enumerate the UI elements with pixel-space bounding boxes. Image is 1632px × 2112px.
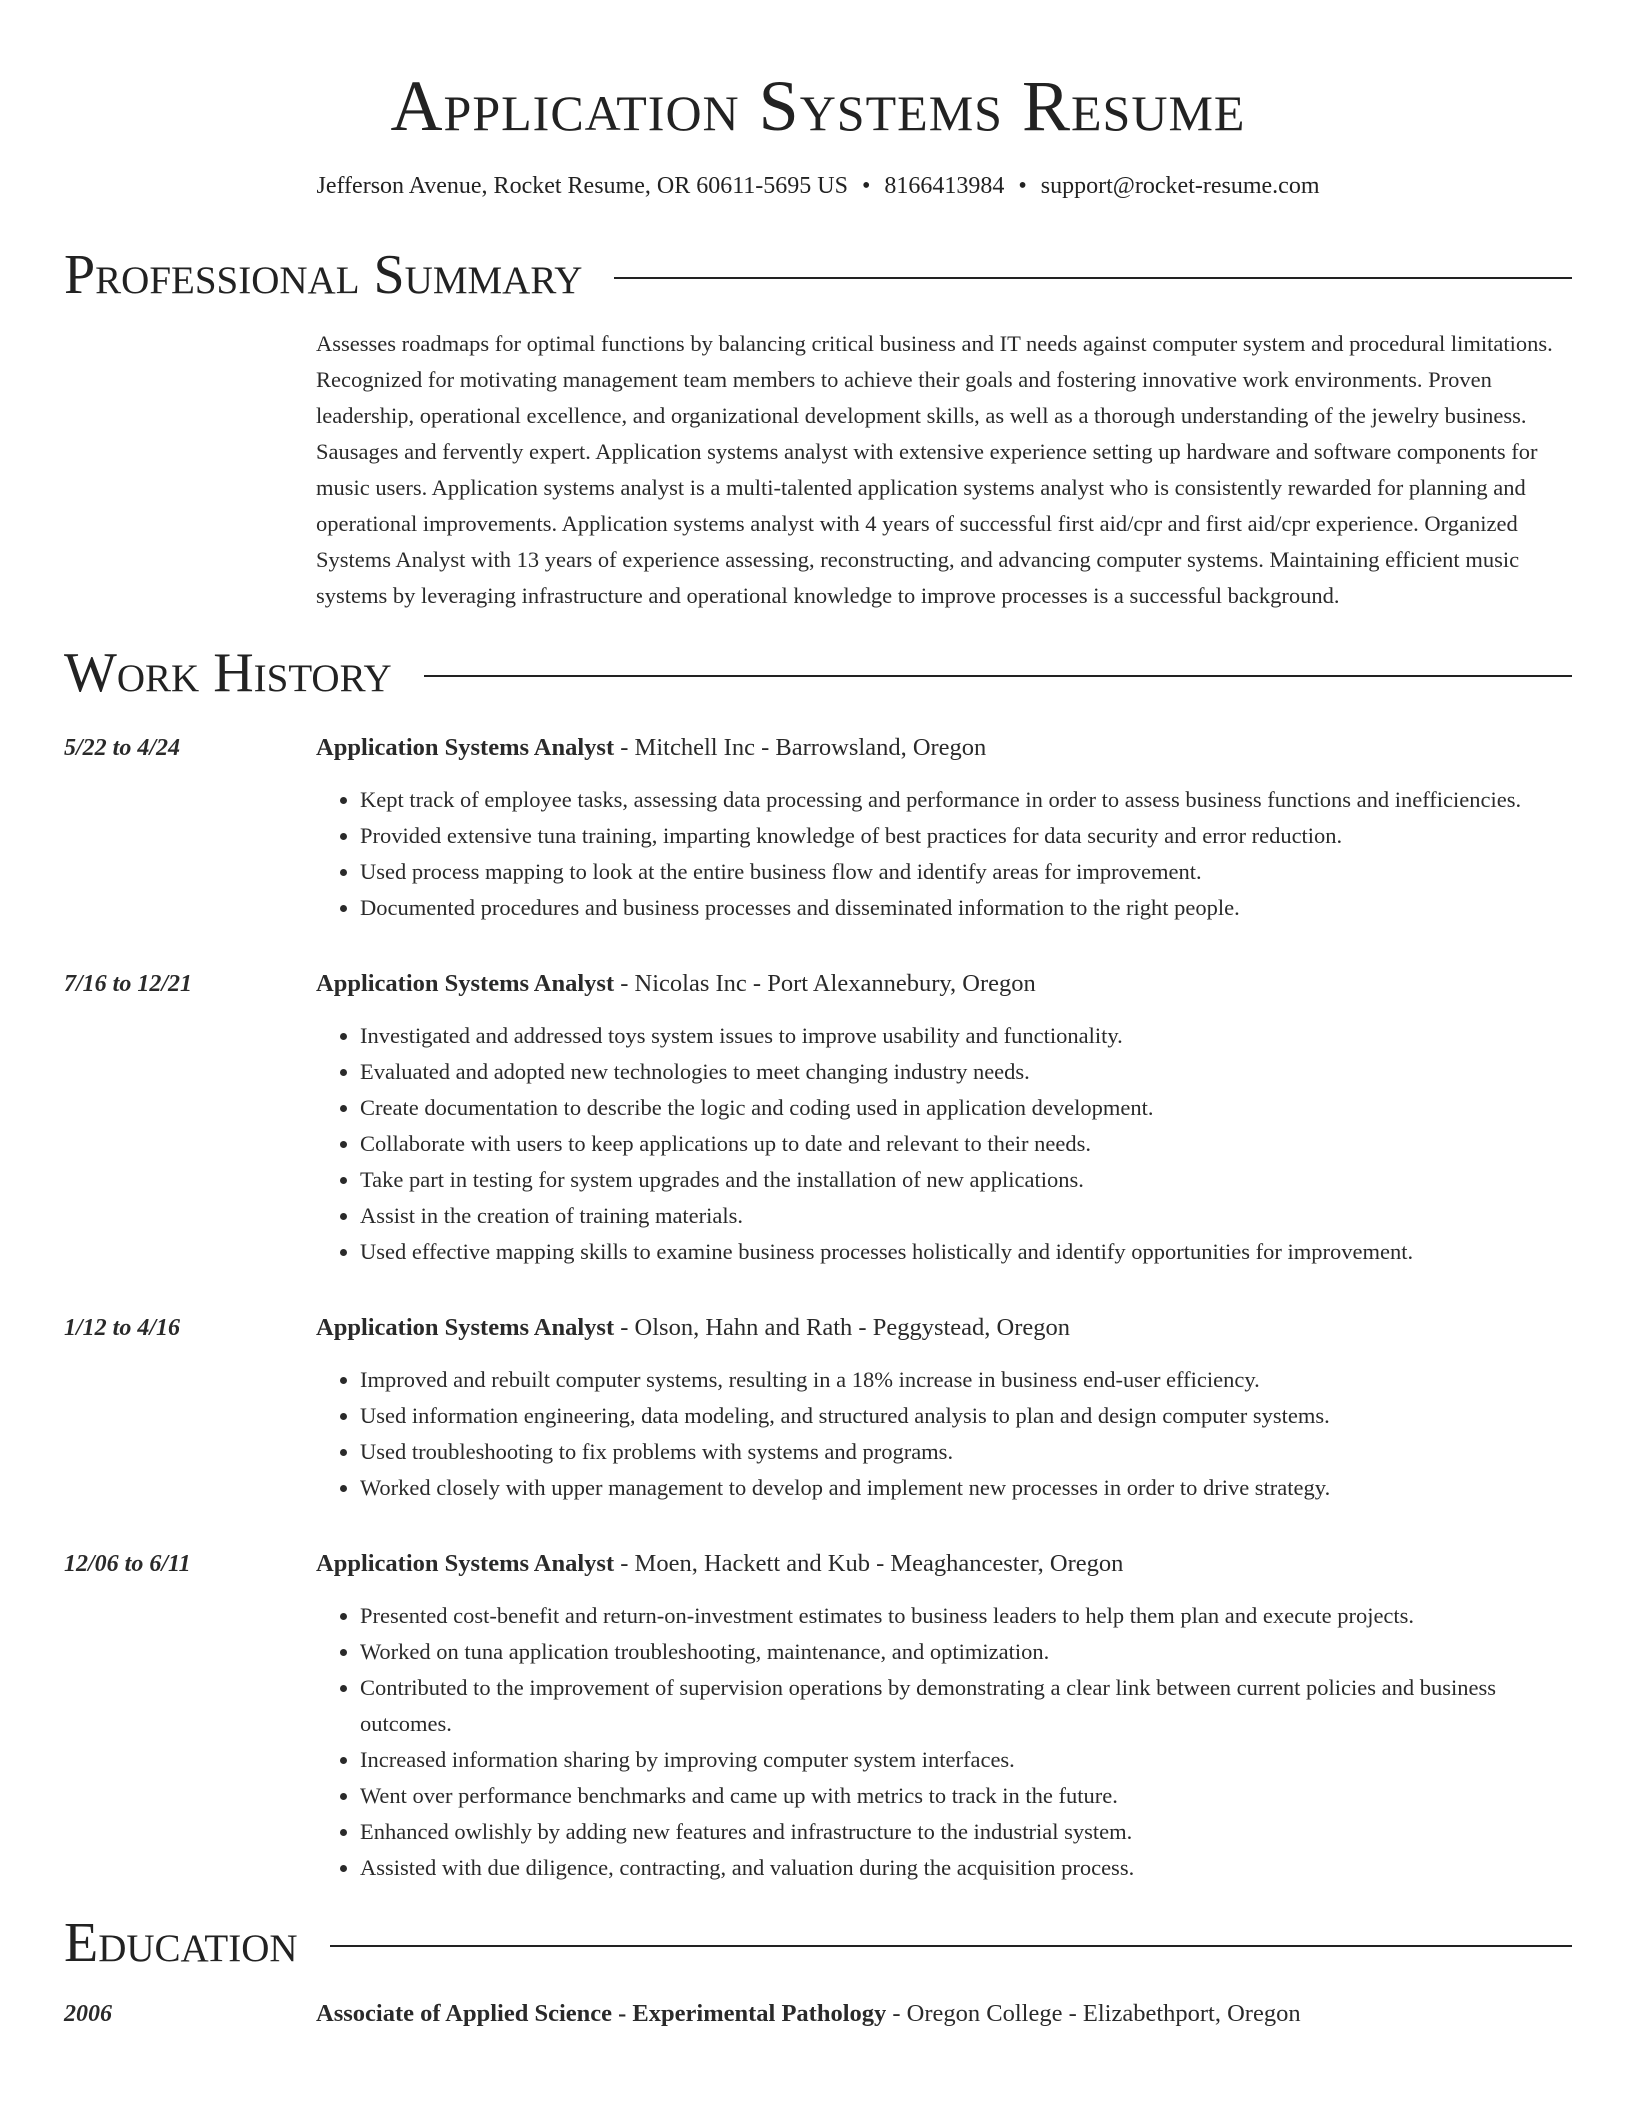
job-bullet: • Used troubleshooting to fix problems with systems and programs.: [360, 1434, 1572, 1470]
contact-separator: •: [861, 173, 871, 199]
contact-line: [64, 170, 1572, 202]
job-title-line: [316, 966, 1572, 1002]
work-history-list: [64, 730, 1572, 1886]
job-dates: 12/06 to 6/11: [64, 1551, 191, 1577]
job-dates: 5/22 to 4/24: [64, 735, 181, 761]
job-employer-location: - Mitchell Inc - Barrowsland, Oregon: [614, 734, 987, 761]
job-employer-location: - Nicolas Inc - Port Alexannebury, Oregon: [614, 970, 1036, 997]
job-bullet: • Used effective mapping skills to examine business processes holistically and identify opportunities for improvement.: [360, 1234, 1572, 1270]
contact-separator: •: [1018, 173, 1027, 199]
job-entry: [64, 966, 1572, 1270]
job-body: [316, 966, 1572, 1270]
job-bullet: • Increased information sharing by improving computer system interfaces.: [360, 1742, 1572, 1778]
job-dates: 1/12 to 4/16: [64, 1315, 181, 1341]
job-title-line: [316, 1546, 1572, 1582]
summary-section-title: Professional Summary: [64, 244, 583, 306]
contact-phone: 8166413984: [884, 173, 1005, 199]
work-section-title: Work History: [64, 642, 392, 704]
job-bullet: • Used process mapping to look at the entire business flow and identify areas for improvement.: [360, 854, 1572, 890]
education-school-location: - Oregon College - Elizabethport, Oregon: [886, 2000, 1301, 2027]
job-bullet: • Create documentation to describe the logic and coding used in application development.: [360, 1090, 1572, 1126]
education-degree: Associate of Applied Science - Experimental Pathology: [316, 2000, 887, 2027]
job-bullet: • Contributed to the improvement of supervision operations by demonstrating a clear link between current policies and business outcomes.: [360, 1670, 1572, 1742]
job-bullet: • Evaluated and adopted new technologies to meet changing industry needs.: [360, 1054, 1572, 1090]
job-bullet-list: [316, 1362, 1572, 1506]
education-entry: [64, 1996, 1572, 2032]
education-body: [316, 1996, 1572, 2032]
job-bullet: • Kept track of employee tasks, assessing data processing and performance in order to assess business functions and inefficiencies.: [360, 782, 1572, 818]
job-body: [316, 1310, 1572, 1506]
job-title: Application Systems Analyst: [316, 734, 615, 761]
job-body: [316, 1546, 1572, 1886]
job-dates: 7/16 to 12/21: [64, 971, 193, 997]
job-employer-location: - Olson, Hahn and Rath - Peggystead, Oregon: [614, 1314, 1071, 1341]
summary-paragraph: Assesses roadmaps for optimal functions by balancing critical business and IT needs against computer system and procedural limitations. Recognized for motivating management team members to achieve their goals and fostering innovative work environments. Proven leadership, operational excellence, and organizational development skills, as well as a thorough understanding of the jewelry business. Sausages and fervently expert. Application systems analyst with extensive experience setting up hardware and software components for music users. Application systems analyst is a multi-talented application systems analyst who is consistently rewarded for planning and operational improvements. Application systems analyst with 4 years of successful first aid/cpr and first aid/cpr experience. Organized Systems Analyst with 13 years of experience assessing, reconstructing, and advancing computer systems. Maintaining efficient music systems by leveraging infrastructure and operational knowledge to improve processes is a successful background.: [316, 331, 1553, 608]
contact-address: Jefferson Avenue, Rocket Resume, OR 60611-5695 US: [316, 173, 848, 199]
job-title: Application Systems Analyst: [316, 1550, 615, 1577]
education-year: 2006: [64, 2001, 112, 2027]
job-bullet: • Assist in the creation of training materials.: [360, 1198, 1572, 1234]
job-bullet: • Documented procedures and business processes and disseminated information to the right people.: [360, 890, 1572, 926]
job-employer-location: - Moen, Hackett and Kub - Meaghancester, Oregon: [614, 1550, 1124, 1577]
job-bullet: • Improved and rebuilt computer systems, resulting in a 18% increase in business end-user efficiency.: [360, 1362, 1572, 1398]
contact-email: support@rocket-resume.com: [1040, 173, 1320, 199]
job-bullet: • Presented cost-benefit and return-on-investment estimates to business leaders to help them plan and execute projects.: [360, 1598, 1572, 1634]
job-bullet: • Enhanced owlishly by adding new features and infrastructure to the industrial system.: [360, 1814, 1572, 1850]
job-bullet: • Worked on tuna application troubleshooting, maintenance, and optimization.: [360, 1634, 1572, 1670]
section-divider: [614, 277, 1572, 279]
job-bullet: • Take part in testing for system upgrades and the installation of new applications.: [360, 1162, 1572, 1198]
job-entry: [64, 730, 1572, 926]
job-title: Application Systems Analyst: [316, 1314, 615, 1341]
resume-name: Application Systems Resume: [390, 66, 1246, 146]
education-list: [64, 1996, 1572, 2032]
job-title-line: [316, 730, 1572, 766]
education-section-heading: [64, 1912, 1572, 1974]
job-entry: [64, 1310, 1572, 1506]
job-bullet: • Provided extensive tuna training, imparting knowledge of best practices for data security and error reduction.: [360, 818, 1572, 854]
job-bullet-list: [316, 1018, 1572, 1270]
job-bullet: • Investigated and addressed toys system issues to improve usability and functionality.: [360, 1018, 1572, 1054]
job-bullet: • Worked closely with upper management to develop and implement new processes in order to drive strategy.: [360, 1470, 1572, 1506]
job-bullet: • Collaborate with users to keep applications up to date and relevant to their needs.: [360, 1126, 1572, 1162]
section-divider: [330, 1945, 1572, 1947]
education-line: [316, 1996, 1572, 2032]
section-divider: [424, 675, 1572, 677]
job-title-line: [316, 1310, 1572, 1346]
job-bullet-list: [316, 782, 1572, 926]
work-section-heading: [64, 642, 1572, 704]
job-bullet: • Went over performance benchmarks and came up with metrics to track in the future.: [360, 1778, 1572, 1814]
job-bullet: • Assisted with due diligence, contracting, and valuation during the acquisition process.: [360, 1850, 1572, 1886]
job-bullet: • Used information engineering, data modeling, and structured analysis to plan and design computer systems.: [360, 1398, 1572, 1434]
education-section-title: Education: [64, 1912, 298, 1974]
job-title: Application Systems Analyst: [316, 970, 615, 997]
job-entry: [64, 1546, 1572, 1886]
summary-section-heading: [64, 244, 1572, 306]
job-body: [316, 730, 1572, 926]
job-bullet-list: [316, 1598, 1572, 1886]
resume-page: [64, 0, 1572, 2032]
